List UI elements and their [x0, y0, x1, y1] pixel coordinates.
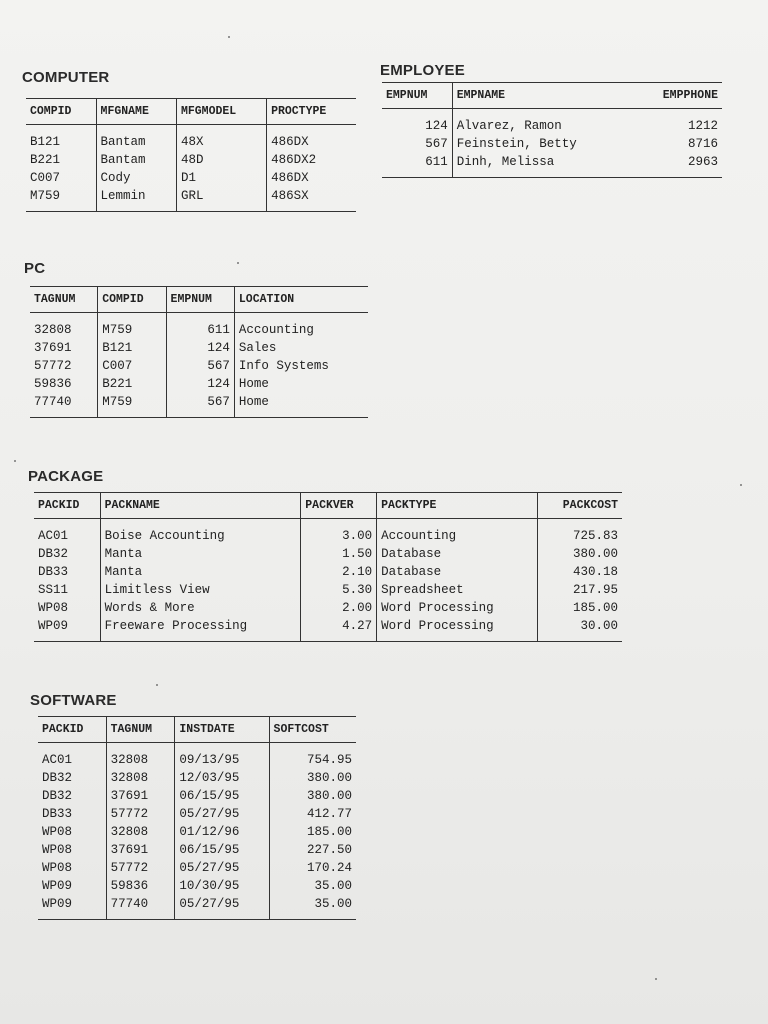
table-row [26, 125, 356, 152]
column-header: PACKID [38, 717, 106, 743]
table-cell: 486SX [267, 187, 356, 212]
table-row [34, 563, 622, 581]
table-cell: AC01 [42, 753, 73, 767]
column-header: PACKVER [301, 493, 377, 519]
table-cell: B221 [98, 375, 166, 393]
column-header: SOFTCOST [269, 717, 356, 743]
table-cell: 05/27/95 [175, 859, 269, 877]
table-cell: 486DX [267, 169, 356, 187]
table-cell: WP09 [38, 619, 69, 633]
table-cell: 227.50 [269, 841, 356, 859]
table-cell: 8716 [687, 137, 718, 151]
table-cell: 430.18 [538, 563, 622, 581]
column-header: PACKNAME [100, 493, 301, 519]
table-cell: 170.24 [269, 859, 356, 877]
table-cell: Bantam [96, 125, 176, 152]
column-header: MFGMODEL [176, 99, 266, 125]
table-row [30, 375, 368, 393]
table-cell: Accounting [377, 519, 538, 546]
table-cell: M759 [30, 189, 61, 203]
paper-speck [740, 484, 742, 486]
table-cell: 725.83 [538, 519, 622, 546]
table-row [38, 787, 356, 805]
table-cell: 59836 [106, 877, 175, 895]
table-cell: C007 [30, 171, 61, 185]
column-header: COMPID [26, 99, 96, 125]
table-cell: 124 [166, 339, 234, 357]
table-cell: M759 [98, 313, 166, 340]
table-cell: 32808 [106, 743, 175, 770]
table-cell: Word Processing [377, 617, 538, 642]
column-header: COMPID [98, 287, 166, 313]
table-cell: 01/12/96 [175, 823, 269, 841]
table-row [34, 545, 622, 563]
table-cell: Limitless View [100, 581, 301, 599]
package-table [34, 492, 622, 642]
column-header: INSTDATE [175, 717, 269, 743]
table-cell: 380.00 [538, 545, 622, 563]
table-cell: 57772 [106, 805, 175, 823]
column-header: PACKTYPE [377, 493, 538, 519]
table-row [30, 313, 368, 340]
table-cell: 567 [425, 137, 448, 151]
table-cell: 611 [166, 313, 234, 340]
table-cell: 35.00 [269, 895, 356, 920]
table-cell: SS11 [38, 583, 69, 597]
table-cell: C007 [98, 357, 166, 375]
table-cell: Lemmin [96, 187, 176, 212]
table-cell: DB32 [42, 771, 73, 785]
column-header: EMPPHONE [633, 83, 722, 109]
table-row [30, 357, 368, 375]
table-cell: WP08 [42, 825, 73, 839]
table-cell: Accounting [234, 313, 368, 340]
computer-title: COMPUTER [22, 69, 110, 86]
table-row [382, 135, 722, 153]
column-header: PACKID [34, 493, 100, 519]
table-row [26, 187, 356, 212]
table-cell: 05/27/95 [175, 895, 269, 920]
package-title: PACKAGE [28, 468, 104, 485]
table-cell: WP09 [42, 897, 73, 911]
table-row [34, 617, 622, 642]
pc-title: PC [24, 260, 46, 277]
pc-table [30, 286, 368, 418]
table-cell: Dinh, Melissa [452, 153, 633, 178]
table-cell: 380.00 [269, 787, 356, 805]
table-cell: 4.27 [301, 617, 377, 642]
table-cell: B221 [30, 153, 61, 167]
table-cell: Manta [100, 545, 301, 563]
table-cell: 611 [425, 155, 448, 169]
table-cell: Sales [234, 339, 368, 357]
column-header: PROCTYPE [267, 99, 356, 125]
table-row [38, 859, 356, 877]
table-cell: WP08 [42, 843, 73, 857]
table-cell: Home [234, 393, 368, 418]
table-row [30, 339, 368, 357]
table-cell: 124 [166, 375, 234, 393]
paper-speck [655, 978, 657, 980]
table-row [26, 151, 356, 169]
table-row [38, 805, 356, 823]
table-cell: DB32 [38, 547, 69, 561]
table-cell: 35.00 [269, 877, 356, 895]
software-title: SOFTWARE [30, 692, 117, 709]
table-cell: 05/27/95 [175, 805, 269, 823]
table-header-row [34, 493, 622, 519]
table-cell: 57772 [34, 359, 72, 373]
column-header: TAGNUM [106, 717, 175, 743]
table-row [382, 109, 722, 136]
column-header: EMPNUM [166, 287, 234, 313]
paper-speck [228, 36, 230, 38]
table-cell: 37691 [106, 841, 175, 859]
table-row [38, 743, 356, 770]
table-cell: 06/15/95 [175, 841, 269, 859]
table-cell: 10/30/95 [175, 877, 269, 895]
table-cell: 12/03/95 [175, 769, 269, 787]
table-row [38, 769, 356, 787]
table-cell: 380.00 [269, 769, 356, 787]
table-cell: 32808 [106, 823, 175, 841]
table-cell: 32808 [34, 323, 72, 337]
table-cell: WP08 [38, 601, 69, 615]
table-cell: GRL [176, 187, 266, 212]
table-cell: 754.95 [269, 743, 356, 770]
computer-table [26, 98, 356, 212]
table-cell: Boise Accounting [100, 519, 301, 546]
table-cell: 32808 [106, 769, 175, 787]
table-cell: Feinstein, Betty [452, 135, 633, 153]
paper-speck [237, 262, 239, 264]
table-cell: M759 [98, 393, 166, 418]
table-cell: Info Systems [234, 357, 368, 375]
table-cell: AC01 [38, 529, 69, 543]
table-cell: 59836 [34, 377, 72, 391]
table-row [38, 823, 356, 841]
table-cell: Spreadsheet [377, 581, 538, 599]
column-header: LOCATION [234, 287, 368, 313]
table-cell: Database [377, 545, 538, 563]
table-cell: 77740 [34, 395, 72, 409]
table-cell: 2963 [687, 155, 718, 169]
table-cell: 09/13/95 [175, 743, 269, 770]
table-cell: 48D [176, 151, 266, 169]
table-cell: 486DX [267, 125, 356, 152]
table-cell: 412.77 [269, 805, 356, 823]
table-row [38, 877, 356, 895]
table-cell: Manta [100, 563, 301, 581]
table-cell: Database [377, 563, 538, 581]
table-cell: B121 [30, 135, 61, 149]
table-cell: 5.30 [301, 581, 377, 599]
table-cell: DB32 [42, 789, 73, 803]
table-cell: Home [234, 375, 368, 393]
table-header-row [38, 717, 356, 743]
table-header-row [30, 287, 368, 313]
table-cell: 2.10 [301, 563, 377, 581]
table-cell: DB33 [38, 565, 69, 579]
paper-speck [156, 684, 158, 686]
table-cell: 48X [176, 125, 266, 152]
column-header: MFGNAME [96, 99, 176, 125]
table-row [34, 581, 622, 599]
table-row [38, 841, 356, 859]
table-cell: 567 [166, 357, 234, 375]
table-cell: 57772 [106, 859, 175, 877]
table-cell: Words & More [100, 599, 301, 617]
paper-speck [14, 460, 16, 462]
table-cell: WP08 [42, 861, 73, 875]
table-cell: 77740 [106, 895, 175, 920]
table-cell: Cody [96, 169, 176, 187]
table-cell: 06/15/95 [175, 787, 269, 805]
table-row [26, 169, 356, 187]
table-row [30, 393, 368, 418]
table-cell: 1212 [687, 119, 718, 133]
table-cell: Freeware Processing [100, 617, 301, 642]
table-cell: 3.00 [301, 519, 377, 546]
table-cell: Alvarez, Ramon [452, 109, 633, 136]
column-header: EMPNAME [452, 83, 633, 109]
table-cell: 185.00 [269, 823, 356, 841]
table-row [34, 599, 622, 617]
table-cell: 567 [166, 393, 234, 418]
employee-title: EMPLOYEE [380, 62, 465, 79]
table-cell: B121 [98, 339, 166, 357]
table-row [38, 895, 356, 920]
table-header-row [382, 83, 722, 109]
table-cell: WP09 [42, 879, 73, 893]
table-cell: D1 [176, 169, 266, 187]
table-cell: 486DX2 [267, 151, 356, 169]
table-cell: 217.95 [538, 581, 622, 599]
table-row [382, 153, 722, 178]
table-cell: Bantam [96, 151, 176, 169]
table-header-row [26, 99, 356, 125]
table-cell: 1.50 [301, 545, 377, 563]
table-cell: DB33 [42, 807, 73, 821]
table-cell: 2.00 [301, 599, 377, 617]
column-header: TAGNUM [30, 287, 98, 313]
software-table [38, 716, 356, 920]
column-header: EMPNUM [382, 83, 452, 109]
table-cell: 185.00 [538, 599, 622, 617]
employee-table [382, 82, 722, 178]
table-cell: 37691 [106, 787, 175, 805]
column-header: PACKCOST [538, 493, 622, 519]
table-row [34, 519, 622, 546]
table-cell: 124 [425, 119, 448, 133]
table-cell: Word Processing [377, 599, 538, 617]
table-cell: 30.00 [538, 617, 622, 642]
table-cell: 37691 [34, 341, 72, 355]
